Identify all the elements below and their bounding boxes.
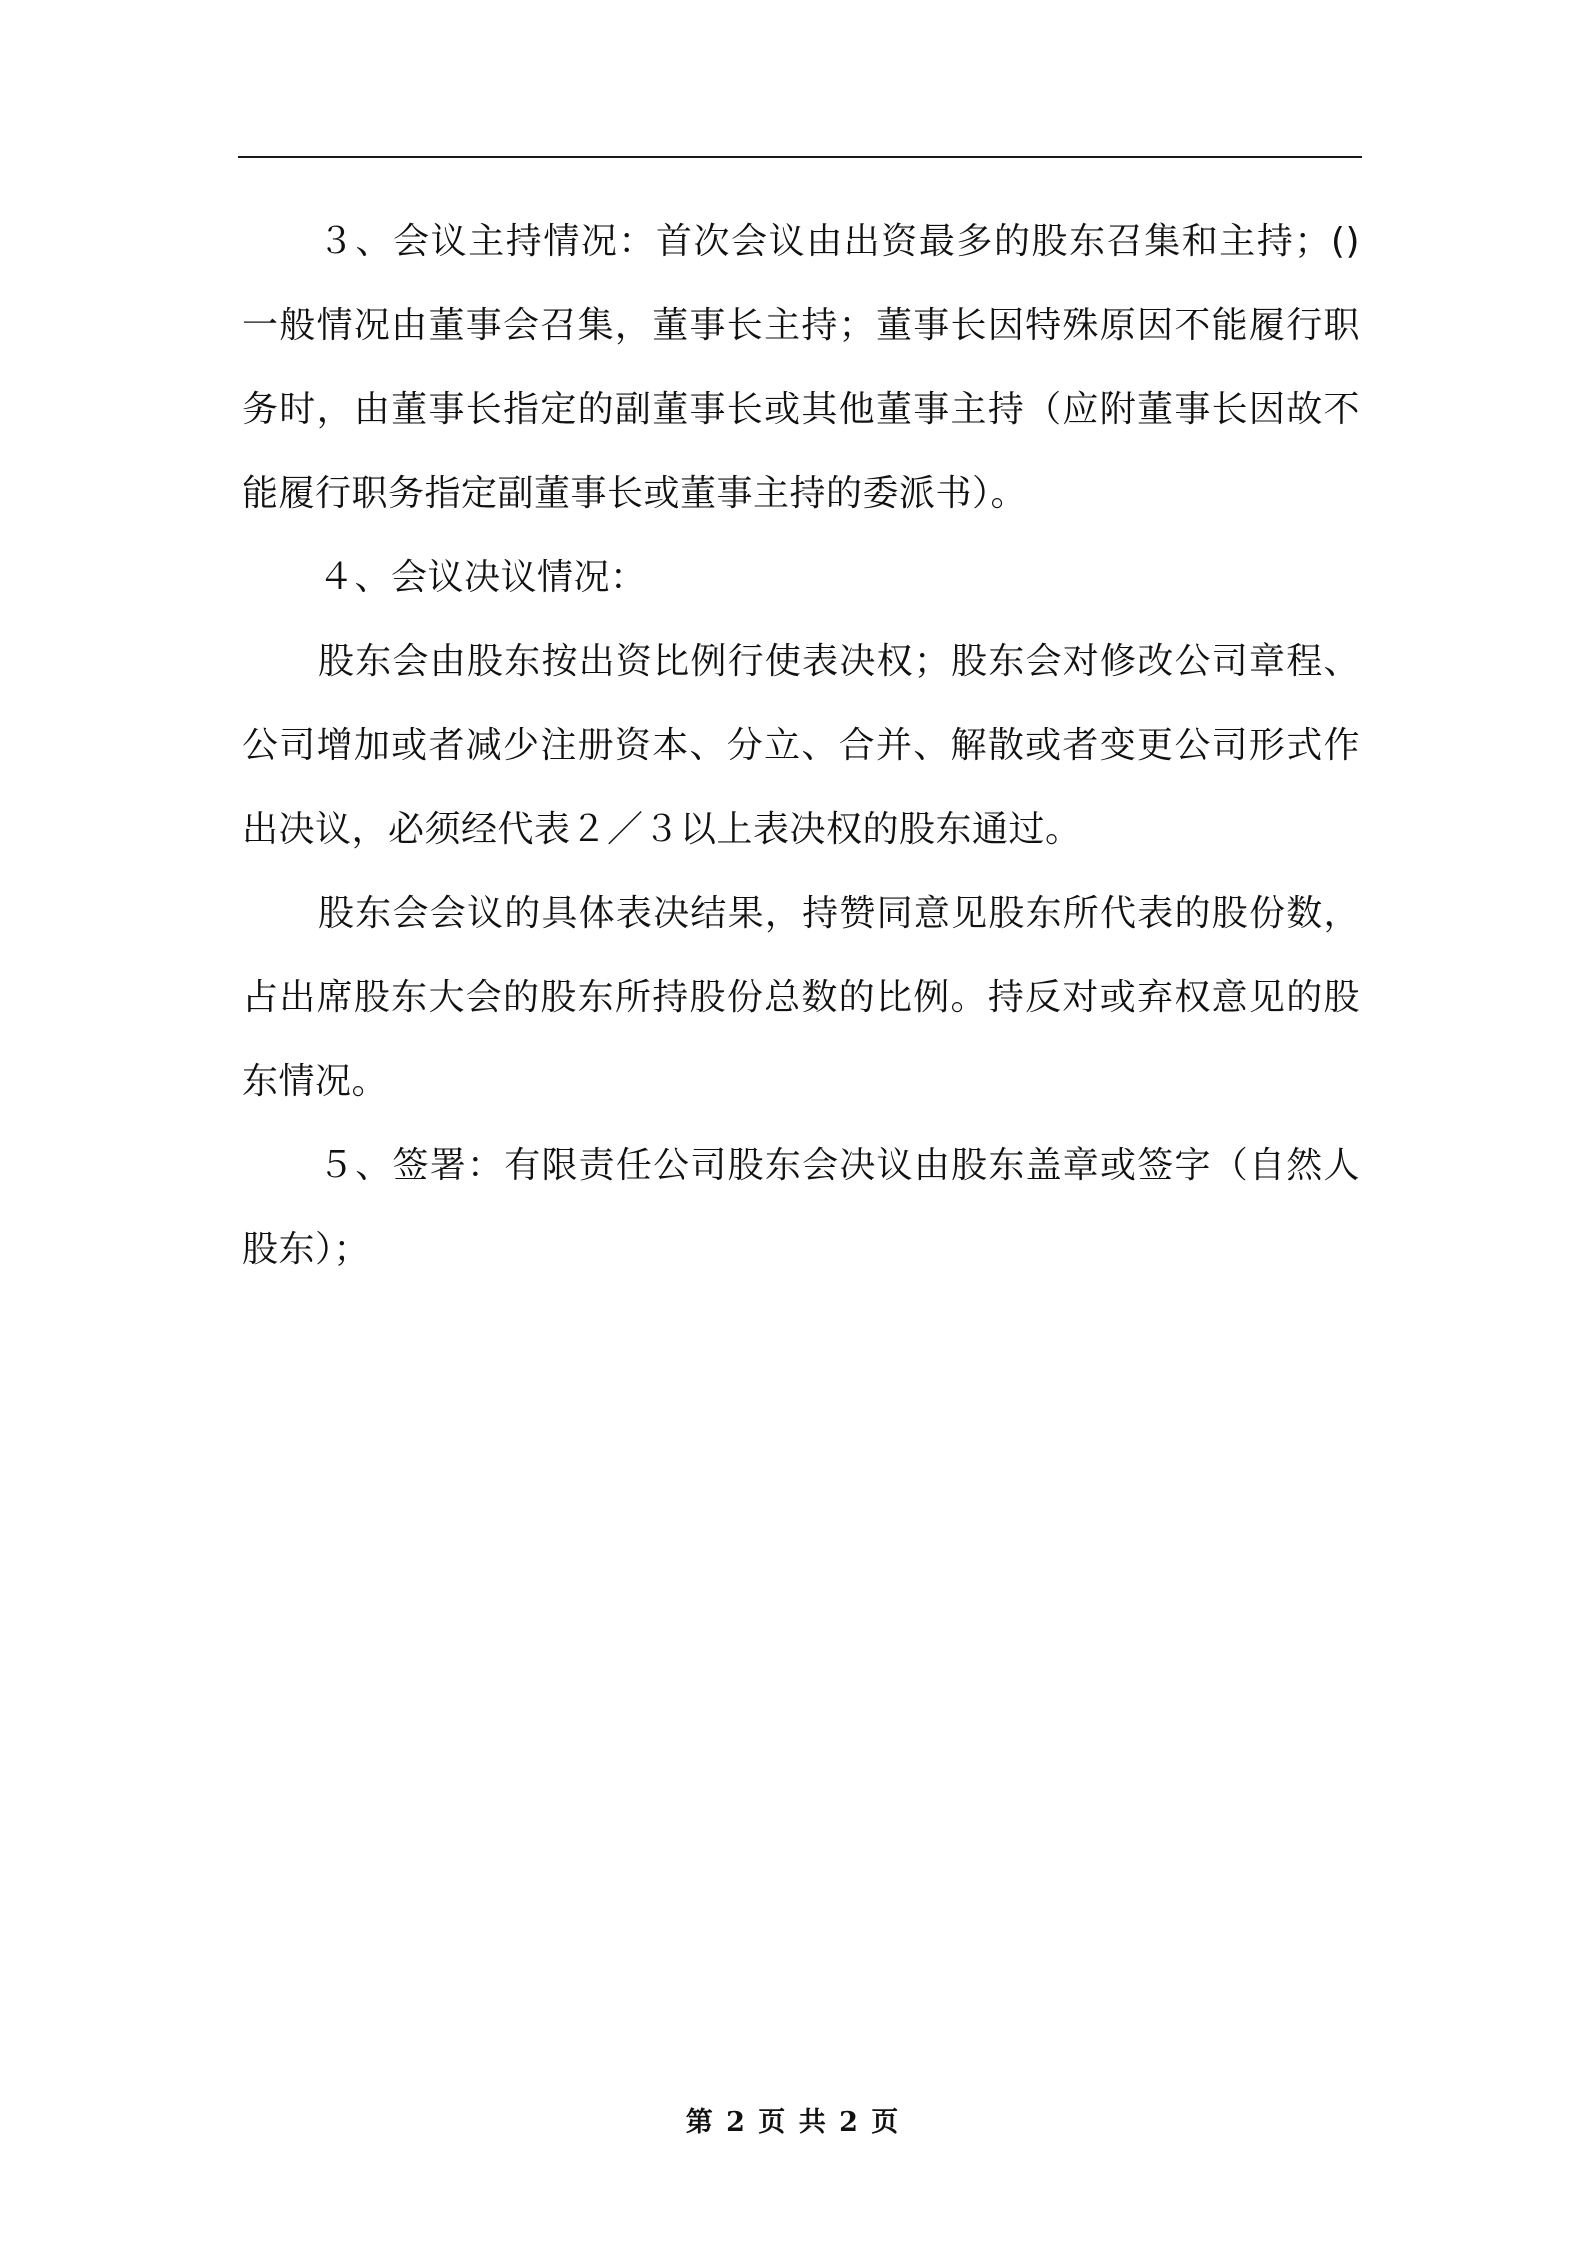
- paragraph-voting-rights: 股东会由股东按出资比例行使表决权；股东会对修改公司章程、公司增加或者减少注册资本、分立、合并、解散或者变更公司形式作出决议，必须经代表２／３以上表决权的股东通过。: [242, 641, 1360, 850]
- header-divider: [238, 156, 1362, 158]
- paragraph-resolution-heading: ４、会议决议情况：: [318, 557, 647, 598]
- page-number-footer: 第 2 页 共 2 页: [685, 2107, 901, 2138]
- paragraph-meeting-chair: ３、会议主持情况：首次会议由出资最多的股东召集和主持；()一般情况由董事会召集，董事长主持；董事长因特殊原因不能履行职务时，由董事长指定的副董事长或其他董事主持（应附董事长因故不能履行职务指定副董事长或董事主持的委派书）。: [242, 221, 1360, 514]
- document-body: [242, 200, 1360, 1292]
- paragraph-signature: ５、签署：有限责任公司股东会决议由股东盖章或签字（自然人股东）；: [242, 1145, 1360, 1270]
- paragraph-voting-results: 股东会会议的具体表决结果，持赞同意见股东所代表的股份数，占出席股东大会的股东所持股份总数的比例。持反对或弃权意见的股东情况。: [242, 893, 1360, 1102]
